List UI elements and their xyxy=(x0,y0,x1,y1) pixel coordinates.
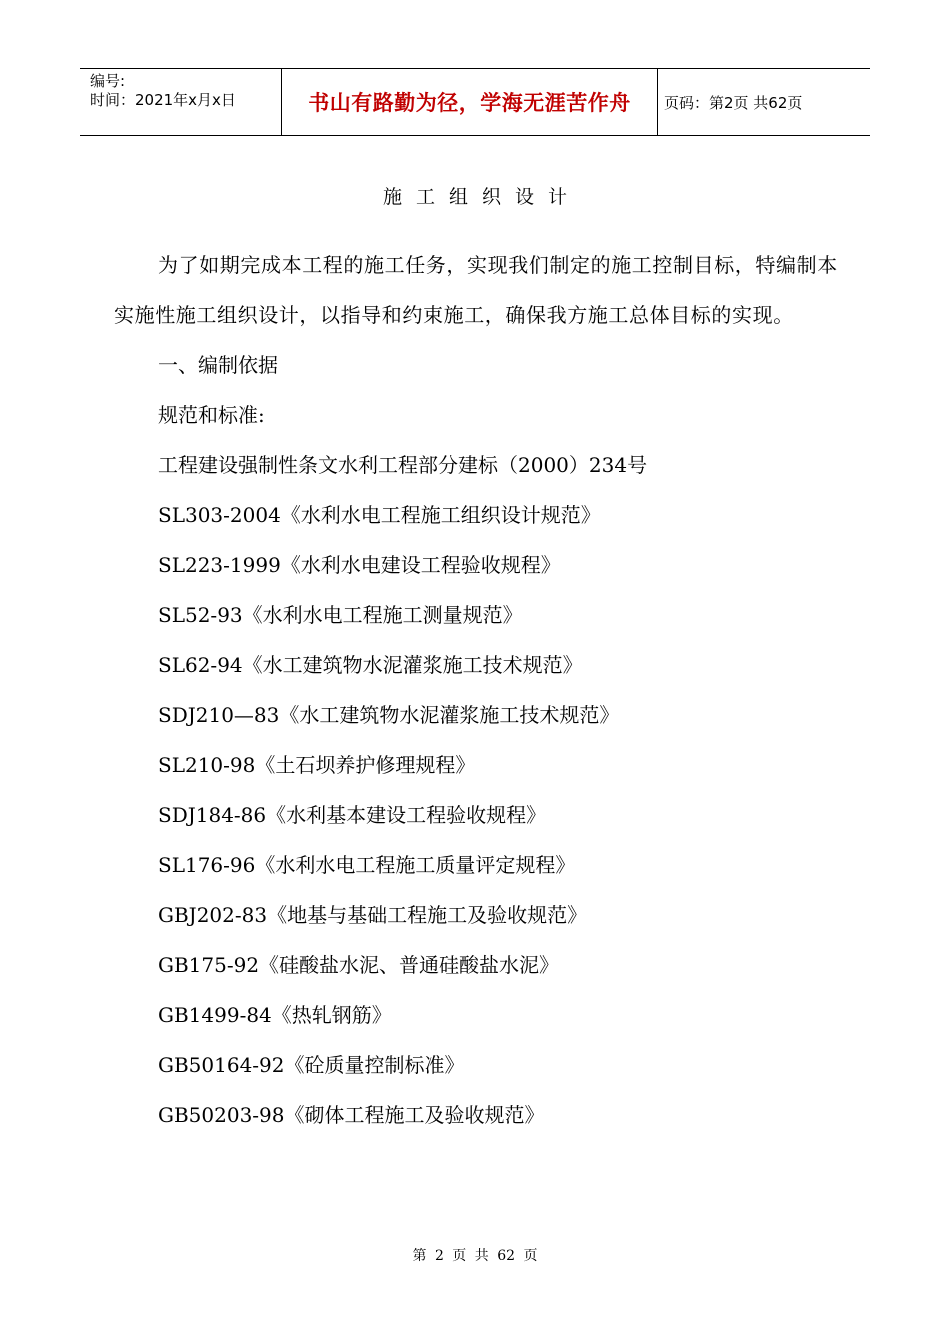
intro-paragraph: 为了如期完成本工程的施工任务，实现我们制定的施工控制目标，特编制本实施性施工组织设计，以指导和约束施工，确保我方施工总体目标的实现。 xyxy=(114,253,838,327)
standard-item: GB1499-84《热轧钢筋》 xyxy=(158,1003,392,1027)
document-number-label: 编号: xyxy=(90,72,126,90)
document-title: 施工组织设计 xyxy=(382,186,581,208)
document-time-label: 时间：2021年x月x日 xyxy=(90,91,236,109)
standard-item: SL52-93《水利水电工程施工测量规范》 xyxy=(158,603,523,627)
standard-item: GB50203-98《砌体工程施工及验收规范》 xyxy=(158,1103,545,1127)
standard-item: 工程建设强制性条文水利工程部分建标（2000）234号 xyxy=(158,453,648,477)
section-heading: 一、编制依据 xyxy=(158,353,278,377)
header-meta-cell xyxy=(80,69,282,135)
standard-item: SL210-98《土石坝养护修理规程》 xyxy=(158,753,476,777)
page-footer: 第 2 页 共 62 页 xyxy=(412,1248,538,1264)
header-slogan: 书山有路勤为径，学海无涯苦作舟 xyxy=(308,91,631,115)
standard-item: SL303-2004《水利水电工程施工组织设计规范》 xyxy=(158,503,601,527)
header-page-cell xyxy=(658,69,870,135)
document-header xyxy=(80,68,870,136)
standard-item: GBJ202-83《地基与基础工程施工及验收规范》 xyxy=(158,903,588,927)
header-page-code: 页码：第2页 共62页 xyxy=(664,93,803,112)
standard-item: SL176-96《水利水电工程施工质量评定规程》 xyxy=(158,853,576,877)
standards-subheading: 规范和标准: xyxy=(158,403,265,427)
standard-item: SL223-1999《水利水电建设工程验收规程》 xyxy=(158,553,561,577)
standard-item: GB175-92《硅酸盐水泥、普通硅酸盐水泥》 xyxy=(158,953,560,977)
standard-item: SDJ210—83《水工建筑物水泥灌浆施工技术规范》 xyxy=(158,703,620,727)
standards-list xyxy=(114,440,844,1140)
header-slogan-cell xyxy=(282,69,658,135)
standard-item: GB50164-92《砼质量控制标准》 xyxy=(158,1053,465,1077)
document-body xyxy=(114,240,844,1140)
standard-item: SL62-94《水工建筑物水泥灌浆施工技术规范》 xyxy=(158,653,583,677)
standard-item: SDJ184-86《水利基本建设工程验收规程》 xyxy=(158,803,547,827)
